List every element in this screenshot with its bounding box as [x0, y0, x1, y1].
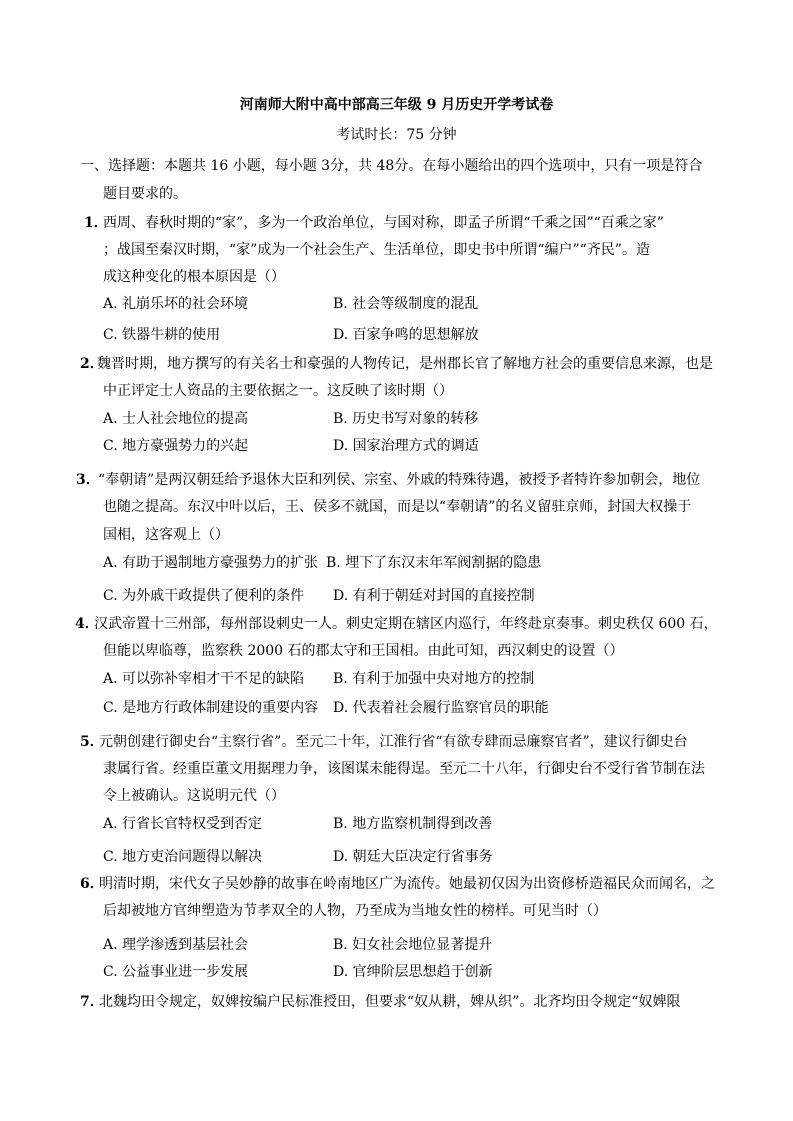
question-4-text-line1: 汉武帝置十三州部，每州部设刺史一人。刺史定期在辖区内巡行，年终赴京奏事。刺史秩仅 600 石， — [94, 616, 718, 632]
question-2-text-line2: 中正评定士人资品的主要依据之一。这反映了该时期（） — [103, 383, 453, 399]
question-6-option-c: C. 公益事业进一步发展 — [103, 964, 249, 980]
question-2-option-c: C. 地方豪强势力的兴起 — [103, 438, 249, 454]
question-3-text-line3: 国相，这客观上（） — [103, 527, 229, 543]
question-7-text-line1: 北魏均田令规定，奴婢按编户民标准授田，但要求“奴从耕，婢从织”。北齐均田令规定“奴婢限 — [99, 994, 681, 1010]
question-3-option-b: B. 埋下了东汉末年军阀割据的隐患 — [326, 555, 542, 571]
question-1-option-c: C. 铁器牛耕的使用 — [103, 327, 221, 343]
question-3-option-c: C. 为外戚干政提供了便利的条件 — [103, 588, 305, 604]
section-instructions-line2: 题目要求的。 — [103, 186, 187, 202]
question-4-number: 4． — [75, 616, 99, 632]
question-3-option-a: A. 有助于遏制地方豪强势力的扩张 — [103, 555, 319, 571]
question-1-number: 1． — [84, 215, 108, 231]
question-1-text-line3: 成这种变化的根本原因是（） — [103, 269, 285, 285]
question-1-text-line2: ；战国至秦汉时期，“家”成为一个社会生产、生活单位，即史书中所谓“编户”“齐民”。造 — [103, 242, 650, 258]
question-3-number: 3． — [76, 472, 100, 488]
question-5-text-line2: 隶属行省。经重臣董文用据理力争，该图谋未能得逞。至元二十八年，行御史台不受行省节制在法 — [103, 761, 705, 777]
question-2-text-line1: 魏晋时期，地方撰写的有关名士和豪强的人物传记，是州郡长官了解地方社会的重要信息来源，也是 — [97, 356, 713, 372]
question-3-text-line1: “奉朝请”是两汉朝廷给予退休大臣和列侯、宗室、外戚的特殊待遇，被授予者特许参加朝会，地位 — [98, 472, 701, 488]
question-6-text-line2: 后却被地方官绅塑造为节孝双全的人物，乃至成为当地女性的榜样。可见当时（） — [103, 903, 607, 919]
question-1-text-line1: 西周、春秋时期的“家”，多为一个政治单位，与国对称，即孟子所谓“千乘之国”“百乘之家” — [103, 215, 664, 231]
question-5-option-b: B. 地方监察机制得到改善 — [333, 816, 493, 832]
question-5-option-c: C. 地方吏治问题得以解决 — [103, 849, 263, 865]
question-4-option-c: C. 是地方行政体制建设的重要内容 — [103, 700, 319, 716]
exam-title: 河南师大附中高中部高三年级 9 月历史开学考试卷 — [239, 97, 554, 113]
question-4-option-b: B. 有利于加强中央对地方的控制 — [333, 671, 535, 687]
question-5-option-a: A. 行省长官特权受到否定 — [103, 816, 263, 832]
question-2-option-a: A. 士人社会地位的提高 — [103, 411, 249, 427]
question-6-option-b: B. 妇女社会地位显著提升 — [333, 937, 493, 953]
question-5-text-line3: 令上被确认。这说明元代（） — [103, 788, 285, 804]
question-2-option-d: D. 国家治理方式的调适 — [333, 438, 479, 454]
section-instructions-line1: 一、选择题：本题共 16 小题，每小题 3分，共 48分。在每小题给出的四个选项中，只有一项是符合 — [80, 158, 703, 174]
question-6-option-a: A. 理学渗透到基层社会 — [103, 937, 249, 953]
question-2-option-b: B. 历史书写对象的转移 — [333, 411, 479, 427]
question-7-number: 7． — [80, 994, 104, 1010]
question-6-number: 6． — [80, 876, 104, 892]
question-1-option-a: A. 礼崩乐坏的社会环境 — [103, 296, 249, 312]
question-2-number: 2． — [80, 356, 104, 372]
question-4-option-d: D. 代表着社会履行监察官员的职能 — [333, 700, 549, 716]
question-1-option-b: B. 社会等级制度的混乱 — [333, 296, 479, 312]
question-4-option-a: A. 可以弥补宰相才干不足的缺陷 — [103, 671, 305, 687]
question-6-text-line1: 明清时期，宋代女子吴妙静的故事在岭南地区广为流传。她最初仅因为出资修桥造福民众而闻名，之 — [99, 876, 715, 892]
question-3-text-line2: 也随之提高。东汉中叶以后，王、侯多不就国，而是以“奉朝请”的名义留驻京师，封国大权操于 — [103, 499, 692, 515]
question-5-text-line1: 元朝创建行御史台“主察行省”。至元二十年，江淮行省“有欲专肆而忌廉察官者”，建议行御史台 — [99, 734, 688, 750]
question-3-option-d: D. 有利于朝廷对封国的直接控制 — [333, 588, 535, 604]
question-1-option-d: D. 百家争鸣的思想解放 — [333, 327, 479, 343]
question-5-number: 5． — [80, 734, 104, 750]
question-5-option-d: D. 朝廷大臣决定行省事务 — [333, 849, 493, 865]
question-4-text-line2: 但能以卑临尊，监察秩 2000 石的郡太守和王国相。由此可知，西汉刺史的设置（） — [103, 643, 624, 659]
exam-duration: 考试时长：75 分钟 — [336, 127, 457, 143]
question-6-option-d: D. 官绅阶层思想趋于创新 — [333, 964, 493, 980]
